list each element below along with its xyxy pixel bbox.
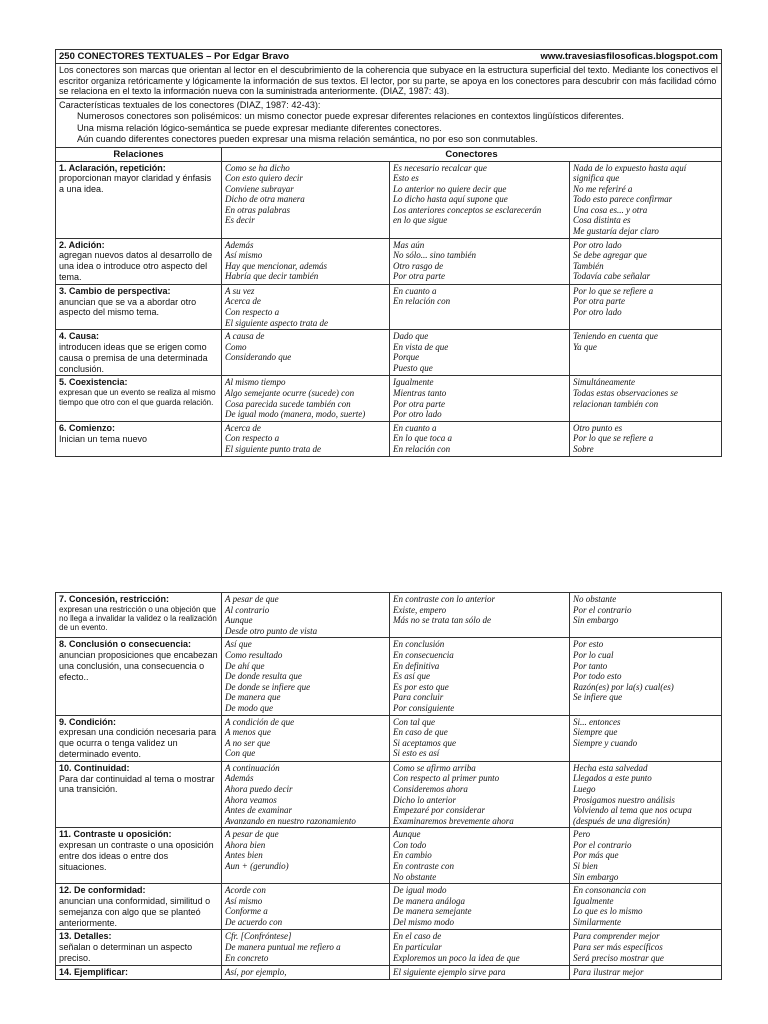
- connector-item: No obstante: [573, 594, 617, 604]
- connectors-cell: [570, 638, 722, 715]
- connectors-cell: [570, 884, 722, 930]
- relation-title: 4. Causa:: [59, 331, 100, 342]
- connector-item: Así que: [225, 639, 252, 650]
- connector-item: Similarmente: [573, 917, 621, 928]
- connector-item: Considerando que: [225, 352, 292, 363]
- relation-row: [56, 161, 722, 238]
- connector-item: Por el contrario: [573, 839, 632, 850]
- connectors-cell: [570, 593, 722, 638]
- intro-paragraph: Los conectores son marcas que orientan al lector en el descubrimiento de la coherencia que subyace en la estructura superficial del texto. Mediante los conectivos el escritor organiza retóricamente y lógicamente la información de sus textos. El lector, por su parte, se apoya en los conectores para descubrir con más facilidad cómo se relaciona en el texto la información nueva con la suministrada anteriormente. (DIAZ, 1987: 43).: [56, 64, 722, 99]
- connectors-cell: [222, 884, 390, 930]
- connector-item: En relación con: [393, 443, 451, 454]
- connector-item: Sin embargo: [573, 615, 619, 626]
- relation-row: [56, 884, 722, 930]
- connector-item: Por más que: [573, 850, 619, 861]
- connector-item: Es necesario recalcar que: [393, 162, 487, 173]
- connector-item: No obstante: [393, 871, 437, 882]
- connector-item: Ahora veamos: [225, 794, 277, 805]
- connectors-table-top: [55, 49, 722, 457]
- connector-item: En consonancia con: [573, 885, 646, 896]
- connector-item: Mas aún: [393, 239, 425, 250]
- connector-item: En vista de que: [393, 341, 449, 352]
- connector-item: Cfr. [Confróntese]: [225, 931, 292, 942]
- connector-item: Antes bien: [225, 850, 263, 861]
- connector-item: Con respecto al primer punto: [393, 773, 500, 784]
- connector-item: Al contrario: [225, 604, 270, 615]
- connector-item: Conforme a: [225, 906, 268, 917]
- connectors-cell: [222, 238, 390, 284]
- connector-item: El siguiente punto trata de: [225, 443, 321, 454]
- connectors-cell: [570, 284, 722, 329]
- relation-row: [56, 593, 722, 638]
- connector-item: Se debe agregar que: [573, 250, 647, 261]
- connector-item: De manera que: [225, 692, 281, 703]
- characteristic-item: Una misma relación lógico-semántica se puede expresar mediante diferentes conectores.: [77, 122, 442, 133]
- connector-item: De donde resulta que: [225, 671, 302, 682]
- relation-cell: [56, 930, 222, 965]
- connector-item: Volviendo al tema que nos ocupa: [573, 805, 692, 816]
- connectors-cell: [570, 965, 722, 979]
- connector-item: Luego: [573, 783, 596, 794]
- connector-item: Para comprender mejor: [573, 931, 660, 942]
- connector-item: De ahí que: [225, 660, 265, 671]
- relation-description: proporcionan mayor claridad y énfasis a una idea.: [59, 173, 212, 195]
- connector-item: En contraste con: [393, 861, 454, 872]
- relation-row: [56, 284, 722, 329]
- connector-item: Además: [225, 239, 254, 250]
- connector-item: Nada de lo expuesto hasta aquí: [573, 162, 687, 173]
- connector-item: Por lo cual: [573, 649, 614, 660]
- relation-row: [56, 715, 722, 761]
- characteristic-item: Numerosos conectores son polisémicos: un mismo conector puede expresar diferentes relaciones en contextos lingüísticos diferentes.: [77, 111, 624, 121]
- connector-item: Por todo esto: [573, 671, 622, 682]
- connector-item: Por el contrario: [573, 604, 632, 615]
- connectors-cell: [570, 330, 722, 376]
- connectors-cell: [390, 828, 570, 884]
- relation-row: [56, 930, 722, 965]
- relation-row: [56, 376, 722, 421]
- connector-item: Es decir: [225, 215, 255, 226]
- relation-cell: [56, 638, 222, 715]
- connector-item: En cambio: [393, 850, 432, 861]
- connectors-cell: [390, 421, 570, 456]
- connector-item: Pero: [573, 829, 591, 840]
- connector-item: Dicho lo anterior: [393, 794, 456, 805]
- connectors-cell: [222, 284, 390, 329]
- connectors-cell: [390, 761, 570, 828]
- connector-item: De manera análoga: [393, 895, 465, 906]
- relation-title: 7. Concesión, restricción:: [59, 594, 170, 604]
- connector-item: Como resultado: [225, 649, 283, 660]
- connector-item: Si aceptamos que: [393, 737, 456, 748]
- connector-item: Si bien: [573, 861, 598, 872]
- connectors-cell: [390, 638, 570, 715]
- connectors-cell: [222, 593, 390, 638]
- connectors-cell: [222, 965, 390, 979]
- connector-item: Con esto quiero decir: [225, 173, 303, 184]
- connector-item: Mientras tanto: [393, 388, 447, 398]
- connector-item: Por lo que se refiere a: [573, 285, 654, 296]
- connector-item: Habría que decir también: [225, 271, 319, 282]
- connector-item: Todo esto parece confirmar: [573, 194, 673, 205]
- connector-item: Con respecto a: [225, 307, 280, 318]
- relation-description: anuncian proposiciones que encabezan una conclusión, una consecuencia o efecto..: [59, 650, 218, 682]
- connector-item: (después de una digresión): [573, 815, 670, 826]
- connector-item: El siguiente ejemplo sirve para: [393, 966, 506, 977]
- relation-cell: [56, 421, 222, 456]
- connector-item: Así mismo: [225, 895, 263, 906]
- connector-item: Consideremos ahora: [393, 783, 468, 794]
- connector-item: Con respecto a: [225, 433, 280, 444]
- connector-item: A no ser que: [225, 737, 271, 748]
- connectors-cell: [222, 161, 390, 238]
- connector-item: De manera puntual me refiero a: [225, 942, 341, 953]
- connector-item: Por otra parte: [393, 398, 446, 409]
- relation-row: [56, 421, 722, 456]
- connector-item: Me gustaría dejar claro: [573, 226, 659, 237]
- connector-item: En caso de que: [393, 727, 448, 738]
- connectors-cell: [222, 930, 390, 965]
- connectors-cell: [390, 884, 570, 930]
- connector-item: Ahora puedo decir: [225, 783, 293, 794]
- connector-item: De donde se infiere que: [225, 681, 311, 692]
- connector-item: Así mismo: [225, 250, 263, 261]
- column-header-relations: Relaciones: [56, 147, 222, 161]
- relation-cell: [56, 761, 222, 828]
- connector-item: Con tal que: [393, 716, 435, 727]
- relation-title: 3. Cambio de perspectiva:: [59, 285, 171, 296]
- relation-row: [56, 238, 722, 284]
- characteristics-box: [56, 98, 722, 147]
- connector-item: Además: [225, 773, 254, 784]
- connector-item: Con que: [225, 748, 256, 759]
- relation-cell: [56, 284, 222, 329]
- connector-item: Aunque: [225, 615, 253, 626]
- relation-title: 10. Continuidad:: [59, 762, 130, 773]
- relation-description: expresan que un evento se realiza al mismo tiempo que otro con el que guarda relación.: [59, 388, 216, 407]
- connector-item: Igualmente: [573, 895, 614, 906]
- connector-item: Otro punto es: [573, 422, 623, 433]
- connector-item: Será preciso mostrar que: [573, 952, 664, 963]
- connector-item: Acerca de: [225, 296, 261, 307]
- connector-item: Dado que: [393, 331, 429, 342]
- connector-item: De modo que: [225, 702, 273, 713]
- connectors-cell: [390, 715, 570, 761]
- connector-item: Sin embargo: [573, 871, 619, 882]
- connectors-cell: [570, 930, 722, 965]
- connector-item: Por otro lado: [573, 239, 622, 250]
- connector-item: Para ser más específicos: [573, 942, 663, 953]
- connector-item: significa que: [573, 173, 620, 184]
- connector-item: Lo que es lo mismo: [573, 906, 643, 917]
- connector-item: Lo dicho hasta aquí supone que: [393, 194, 508, 205]
- connector-item: Hay que mencionar, además: [225, 260, 327, 271]
- relation-title: 6. Comienzo:: [59, 422, 116, 433]
- connector-item: Siempre y cuando: [573, 737, 638, 748]
- connector-item: Esto es: [393, 173, 419, 184]
- relation-description: expresan una restricción o una objeción que no llega a invalidar la validez o la realización de un evento.: [59, 604, 217, 633]
- connectors-cell: [390, 238, 570, 284]
- connector-item: Siempre que: [573, 727, 618, 738]
- connector-item: Porque: [393, 352, 420, 363]
- relation-row: [56, 761, 722, 828]
- connector-item: De igual modo: [393, 885, 447, 896]
- connector-item: Hecha esta salvedad: [573, 762, 648, 773]
- relation-cell: [56, 161, 222, 238]
- relation-title: 8. Conclusión o consecuencia:: [59, 639, 192, 650]
- connector-item: Acerca de: [225, 422, 261, 433]
- document-header: [56, 50, 722, 64]
- connector-item: Puesto que: [393, 363, 433, 373]
- page-gap: [0, 545, 768, 593]
- connectors-table-bottom: [55, 592, 722, 980]
- connectors-cell: [390, 593, 570, 638]
- connectors-cell: [222, 828, 390, 884]
- connector-item: En particular: [393, 942, 442, 953]
- relation-description: expresan un contraste o una oposición entre dos ideas o entre dos situaciones.: [59, 840, 214, 872]
- connector-item: De acuerdo con: [225, 917, 283, 928]
- connector-item: en lo que sigue: [393, 215, 448, 226]
- connector-item: Examinaremos brevemente ahora: [393, 815, 514, 826]
- connector-item: Así, por ejemplo,: [225, 966, 287, 977]
- relation-title: 12. De conformidad:: [59, 885, 146, 896]
- connector-item: En el caso de: [393, 931, 442, 942]
- connector-item: Es así que: [393, 671, 430, 682]
- relation-cell: [56, 828, 222, 884]
- connector-item: No sólo... sino también: [393, 250, 477, 261]
- connector-item: Como se ha dicho: [225, 162, 290, 173]
- connector-item: Lo anterior no quiere decir que: [393, 183, 507, 194]
- connectors-cell: [570, 715, 722, 761]
- connector-item: En relación con: [393, 296, 451, 307]
- connectors-cell: [570, 421, 722, 456]
- connector-item: Acorde con: [225, 885, 266, 896]
- connector-item: Empezaré por considerar: [393, 805, 485, 816]
- relation-row: [56, 638, 722, 715]
- connectors-cell: [222, 421, 390, 456]
- connector-item: Razón(es) por la(s) cual(es): [573, 681, 674, 692]
- connector-item: Por otra parte: [573, 296, 626, 307]
- connector-item: Ahora bien: [225, 839, 266, 850]
- relation-title: 5. Coexistencia:: [59, 377, 128, 388]
- connector-item: En definitiva: [393, 660, 440, 671]
- connector-item: Con todo: [393, 839, 427, 850]
- connector-item: Si... entonces: [573, 716, 621, 727]
- connector-item: Los anteriores conceptos se esclarecerán: [393, 204, 542, 215]
- characteristics-heading: Características textuales de los conectores (DIAZ, 1987: 42-43):: [59, 99, 321, 110]
- connector-item: Todas estas observaciones se: [573, 388, 678, 398]
- connector-item: Algo semejante ocurre (sucede) con: [225, 388, 355, 398]
- connector-item: En otras palabras: [225, 204, 291, 215]
- relation-description: Inician un tema nuevo: [59, 433, 148, 444]
- connector-item: Por consiguiente: [393, 702, 455, 713]
- connector-item: De manera semejante: [393, 906, 472, 917]
- connector-item: Más no se trata tan sólo de: [393, 615, 491, 626]
- connector-item: Igualmente: [393, 377, 434, 388]
- connector-item: Todavía cabe señalar: [573, 271, 651, 282]
- connector-item: A menos que: [225, 727, 271, 738]
- connector-item: Simultáneamente: [573, 377, 635, 388]
- connector-item: Del mismo modo: [393, 917, 454, 928]
- connector-item: Llegados a este punto: [573, 773, 652, 784]
- connector-item: A pesar de que: [225, 594, 279, 604]
- connector-item: En conclusión: [393, 639, 445, 650]
- relation-description: señalan o determinan un aspecto preciso.: [59, 942, 193, 964]
- connector-item: En lo que toca a: [393, 433, 452, 444]
- connector-item: También: [573, 260, 604, 271]
- connector-item: Existe, empero: [393, 604, 447, 615]
- relation-row: [56, 828, 722, 884]
- relation-row: [56, 965, 722, 979]
- relation-title: 14. Ejemplificar:: [59, 966, 129, 977]
- connector-item: Por otro lado: [573, 307, 622, 318]
- connectors-cell: [390, 330, 570, 376]
- connector-item: Por otra parte: [393, 271, 446, 282]
- connector-item: Aunque: [393, 829, 421, 840]
- connector-item: Si esto es así: [393, 748, 440, 759]
- connector-item: Ya que: [573, 341, 597, 352]
- connector-item: En contraste con lo anterior: [393, 594, 495, 604]
- connector-item: Exploremos un poco la idea de que: [393, 952, 520, 963]
- relation-title: 11. Contraste u oposición:: [59, 829, 172, 840]
- connector-item: A pesar de que: [225, 829, 279, 840]
- connector-item: No me referiré a: [573, 183, 633, 194]
- relation-cell: [56, 376, 222, 421]
- connector-item: Para concluir: [393, 692, 444, 703]
- connector-item: A continuación: [225, 762, 280, 773]
- relation-cell: [56, 715, 222, 761]
- connectors-cell: [390, 376, 570, 421]
- column-header-connectors: Conectores: [222, 147, 722, 161]
- connectors-cell: [570, 238, 722, 284]
- connector-item: Para ilustrar mejor: [573, 966, 644, 977]
- document-title: 250 CONECTORES TEXTUALES – Por Edgar Bravo: [59, 51, 289, 62]
- relation-cell: [56, 238, 222, 284]
- connector-item: Se infiere que: [573, 692, 623, 703]
- connector-item: Aun + (gerundio): [225, 861, 289, 872]
- connector-item: En cuanto a: [393, 285, 437, 296]
- connectors-cell: [222, 638, 390, 715]
- connector-item: Una cosa es... y otra: [573, 204, 648, 215]
- relation-row: [56, 330, 722, 376]
- relation-title: 1. Aclaración, repetición:: [59, 162, 166, 173]
- connector-item: A causa de: [225, 331, 265, 342]
- connector-item: Otro rasgo de: [393, 260, 444, 271]
- relation-cell: [56, 884, 222, 930]
- connector-item: A condición de que: [225, 716, 295, 727]
- connectors-cell: [222, 330, 390, 376]
- connector-item: En consecuencia: [393, 649, 454, 660]
- connectors-cell: [390, 161, 570, 238]
- connector-item: relacionan también con: [573, 398, 659, 409]
- connector-item: Como: [225, 341, 247, 352]
- connector-item: Por lo que se refiere a: [573, 433, 654, 444]
- connector-item: Al mismo tiempo: [225, 377, 286, 388]
- connector-item: Conviene subrayar: [225, 183, 294, 194]
- connectors-cell: [390, 965, 570, 979]
- connector-item: De igual modo (manera, modo, suerte): [225, 409, 366, 420]
- connector-item: Sobre: [573, 443, 594, 454]
- connectors-cell: [222, 715, 390, 761]
- connectors-cell: [222, 761, 390, 828]
- connector-item: Como se afirmo arriba: [393, 762, 476, 773]
- connector-item: Es por esto que: [393, 681, 449, 692]
- connectors-cell: [570, 161, 722, 238]
- connector-item: Dicho de otra manera: [225, 194, 305, 205]
- connector-item: Teniendo en cuenta que: [573, 331, 658, 342]
- connector-item: Prosigamos nuestro análisis: [573, 794, 675, 805]
- connector-item: Cosa distinta es: [573, 215, 631, 226]
- connector-item: Por esto: [573, 639, 604, 650]
- connector-item: A su vez: [225, 285, 255, 296]
- connector-item: Por tanto: [573, 660, 608, 671]
- relation-title: 2. Adición:: [59, 239, 105, 250]
- relation-description: anuncian una conformidad, similitud o semejanza con algo que se planteó anteriormente.: [59, 896, 211, 928]
- connectors-cell: [390, 930, 570, 965]
- connector-item: Por otro lado: [393, 409, 442, 420]
- connectors-cell: [222, 376, 390, 421]
- relation-description: Para dar continuidad al tema o mostrar una transición.: [59, 773, 215, 795]
- connector-item: Antes de examinar: [225, 805, 292, 816]
- relation-description: anuncian que se va a abordar otro aspecto del mismo tema.: [59, 296, 197, 318]
- connectors-cell: [570, 761, 722, 828]
- document-url[interactable]: www.travesiasfilosoficas.blogspot.com: [540, 51, 718, 62]
- connectors-cell: [390, 284, 570, 329]
- connector-item: Avanzando en nuestro razonamiento: [225, 815, 356, 826]
- characteristic-item: Aún cuando diferentes conectores pueden expresar una misma relación semántica, no por eso son conmutables.: [77, 134, 538, 144]
- relation-description: expresan una condición necesaria para que ocurra o tenga validez un determinado evento.: [59, 727, 217, 759]
- connector-item: En cuanto a: [393, 422, 437, 433]
- connectors-cell: [570, 376, 722, 421]
- connector-item: Cosa parecida sucede también con: [225, 398, 351, 409]
- relation-description: introducen ideas que se erigen como causa o premisa de una determinada conclusión.: [59, 342, 208, 374]
- connector-item: En concreto: [225, 952, 269, 963]
- relation-cell: [56, 330, 222, 376]
- relation-cell: [56, 965, 222, 979]
- relation-cell: [56, 593, 222, 638]
- relation-title: 13. Detalles:: [59, 931, 112, 942]
- relation-title: 9. Condición:: [59, 716, 116, 727]
- relation-description: agregan nuevos datos al desarrollo de una idea o introduce otro aspecto del tema.: [59, 250, 213, 283]
- connectors-cell: [570, 828, 722, 884]
- connector-item: El siguiente aspecto trata de: [225, 317, 328, 328]
- connector-item: Desde otro punto de vista: [225, 625, 318, 636]
